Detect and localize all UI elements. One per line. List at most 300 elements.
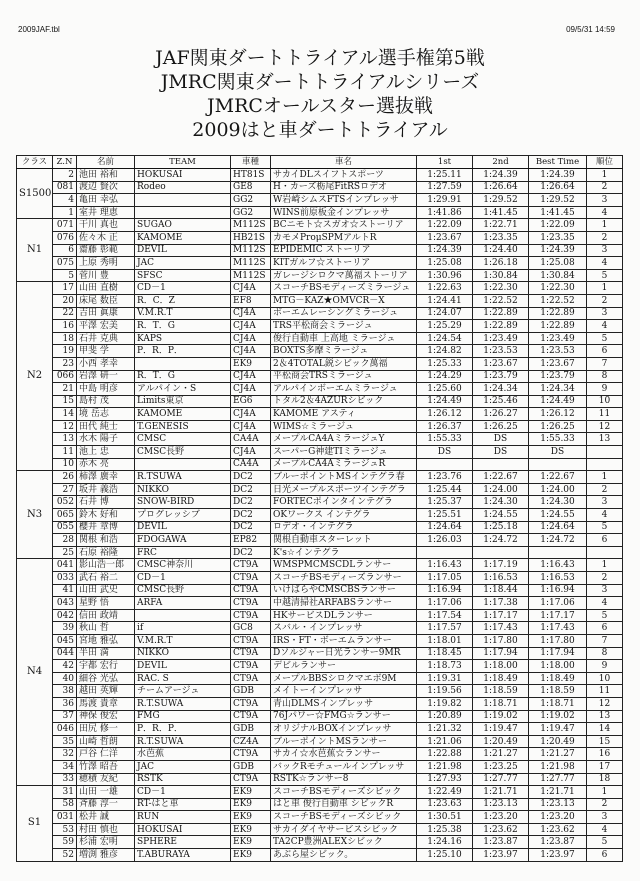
first-run-time-cell: 1:22.09 xyxy=(417,219,473,232)
first-run-time-cell: 1:17.06 xyxy=(417,597,473,610)
zone-number-cell: 065 xyxy=(53,509,77,522)
first-run-time-cell: DS xyxy=(417,446,473,459)
column-header-name: 名前 xyxy=(77,156,135,169)
car-name-cell: スコーチBSモディーズランサー xyxy=(271,572,417,585)
zone-number-cell: 6 xyxy=(53,244,77,257)
driver-name-cell: 馬渡 貴章 xyxy=(77,697,135,710)
best-time-cell: 1:24.00 xyxy=(529,483,587,496)
car-model-cell: DC2 xyxy=(231,471,271,484)
driver-name-cell: 齋藤 彰範 xyxy=(77,244,135,257)
zone-number-cell: 32 xyxy=(53,748,77,761)
car-model-cell: CT9A xyxy=(231,634,271,647)
car-name-cell: デビルランサー xyxy=(271,660,417,673)
zone-number-cell: 37 xyxy=(53,710,77,723)
file-name-label: 2009JAF.tbl xyxy=(18,25,60,34)
car-model-cell: CJ4A xyxy=(231,345,271,358)
best-time-cell: 1:23.13 xyxy=(529,798,587,811)
car-model-cell: GE8 xyxy=(231,181,271,194)
car-name-cell: Dソルジャー日光ランサー9MR xyxy=(271,647,417,660)
team-cell: R.TSUWA xyxy=(135,471,231,484)
car-name-cell: スーパーG神建TIミラージュ xyxy=(271,446,417,459)
rank-cell: 1 xyxy=(587,282,623,295)
best-time-cell: 1:23.79 xyxy=(529,370,587,383)
table-row xyxy=(17,509,623,522)
second-run-time-cell: 1:23.13 xyxy=(473,798,529,811)
table-row xyxy=(17,748,623,761)
zone-number-cell: 23 xyxy=(53,357,77,370)
first-run-time-cell: 1:25.51 xyxy=(417,509,473,522)
car-name-cell: オリジナルBOXインプレッサ xyxy=(271,723,417,736)
driver-name-cell: 甲斐 学 xyxy=(77,345,135,358)
table-row xyxy=(17,760,623,773)
table-row xyxy=(17,660,623,673)
second-run-time-cell: 1:17.19 xyxy=(473,559,529,572)
zone-number-cell: 41 xyxy=(53,584,77,597)
car-model-cell: CA4A xyxy=(231,458,271,471)
zone-number-cell: 18 xyxy=(53,332,77,345)
team-cell: FMG xyxy=(135,710,231,723)
car-name-cell: ボーエムレーシングミラージュ xyxy=(271,307,417,320)
car-name-cell: 俊行自動車 上高地 ミラージュ xyxy=(271,332,417,345)
second-run-time-cell: 1:17.38 xyxy=(473,597,529,610)
best-time-cell: 1:29.52 xyxy=(529,194,587,207)
best-time-cell: 1:26.64 xyxy=(529,181,587,194)
team-cell: CD－1 xyxy=(135,786,231,799)
second-run-time-cell: 1:22.89 xyxy=(473,320,529,333)
car-name-cell: ブルーポイントMSインテグラ春 xyxy=(271,471,417,484)
table-row xyxy=(17,786,623,799)
car-model-cell: M112S xyxy=(231,219,271,232)
zone-number-cell: 045 xyxy=(53,634,77,647)
table-row xyxy=(17,534,623,547)
driver-name-cell: 松井 誠 xyxy=(77,811,135,824)
car-model-cell: EK9 xyxy=(231,798,271,811)
car-model-cell: EK9 xyxy=(231,786,271,799)
rank-cell: 9 xyxy=(587,383,623,396)
driver-name-cell: 穂積 友紀 xyxy=(77,773,135,786)
second-run-time-cell: 1:17.17 xyxy=(473,609,529,622)
driver-name-cell: 佐々木 正 xyxy=(77,231,135,244)
table-row xyxy=(17,446,623,459)
team-cell: CMSC長野 xyxy=(135,584,231,597)
first-run-time-cell: 1:26.37 xyxy=(417,420,473,433)
zone-number-cell: 042 xyxy=(53,609,77,622)
zone-number-cell: 11 xyxy=(53,446,77,459)
team-cell: SPHERE xyxy=(135,836,231,849)
table-row xyxy=(17,622,623,635)
rank-cell: 13 xyxy=(587,433,623,446)
table-row xyxy=(17,672,623,685)
car-model-cell: CA4A xyxy=(231,433,271,446)
car-model-cell: EK9 xyxy=(231,849,271,862)
title-line-1: JAF関東ダートトライアル選手権第5戦 xyxy=(155,47,485,69)
table-row xyxy=(17,647,623,660)
second-run-time-cell: DS xyxy=(473,446,529,459)
table-row xyxy=(17,723,623,736)
best-time-cell: 1:16.94 xyxy=(529,584,587,597)
car-name-cell: 関根自動車スターレット xyxy=(271,534,417,547)
driver-name-cell: 石原 裕隆 xyxy=(77,546,135,559)
table-row xyxy=(17,685,623,698)
car-model-cell: M112S xyxy=(231,257,271,270)
second-run-time-cell: 1:23.67 xyxy=(473,357,529,370)
car-name-cell: カモメProμSPMアルトR xyxy=(271,231,417,244)
title-line-2: JMRC関東ダートトライアルシリーズ xyxy=(160,71,480,93)
class-cell: S1 xyxy=(17,786,53,862)
team-cell: プログレッシブ xyxy=(135,509,231,522)
second-run-time-cell: 1:24.39 xyxy=(473,169,529,182)
zone-number-cell: 27 xyxy=(53,483,77,496)
zone-number-cell: 26 xyxy=(53,471,77,484)
table-row xyxy=(17,206,623,219)
best-time-cell: 1:24.55 xyxy=(529,509,587,522)
table-row xyxy=(17,282,623,295)
team-cell: P．R．P． xyxy=(135,723,231,736)
car-name-cell: HKサービスDLランサー xyxy=(271,609,417,622)
second-run-time-cell: 1:23.97 xyxy=(473,849,529,862)
rank-cell: 3 xyxy=(587,584,623,597)
best-time-cell: 1:24.39 xyxy=(529,244,587,257)
team-cell: R.T.SUWA xyxy=(135,697,231,710)
car-name-cell: MTG－KAZ★OMVCR－X xyxy=(271,294,417,307)
best-time-cell: 1:26.25 xyxy=(529,420,587,433)
rank-cell: 8 xyxy=(587,370,623,383)
driver-name-cell: 信田 政靖 xyxy=(77,609,135,622)
table-row xyxy=(17,710,623,723)
rank-cell: 15 xyxy=(587,735,623,748)
team-cell: CMSC長野 xyxy=(135,446,231,459)
rank-cell: 16 xyxy=(587,748,623,761)
car-model-cell: CT9A xyxy=(231,773,271,786)
rank-cell xyxy=(587,458,623,471)
team-cell: R．T．G xyxy=(135,370,231,383)
car-name-cell: 76Jパワー☆FMG☆ランサー xyxy=(271,710,417,723)
rank-cell: 5 xyxy=(587,269,623,282)
zone-number-cell: 40 xyxy=(53,672,77,685)
car-name-cell: H・カーズ栃尾FitRSロデオ xyxy=(271,181,417,194)
team-cell: CD－1 xyxy=(135,282,231,295)
car-name-cell: ガレージシロクマ萬福ストーリア xyxy=(271,269,417,282)
car-name-cell: WIMS☆ミラージュ xyxy=(271,420,417,433)
team-cell: V.M.R.T xyxy=(135,634,231,647)
second-run-time-cell xyxy=(473,458,529,471)
driver-name-cell: 坂井 義浩 xyxy=(77,483,135,496)
zone-number-cell: 031 xyxy=(53,811,77,824)
car-name-cell: スバル・インプレッサ xyxy=(271,622,417,635)
best-time-cell: 1:22.89 xyxy=(529,320,587,333)
best-time-cell: 1:20.49 xyxy=(529,735,587,748)
car-name-cell: トタル2＆4AZURシビック xyxy=(271,395,417,408)
best-time-cell: 1:26.12 xyxy=(529,408,587,421)
zone-number-cell: 2 xyxy=(53,169,77,182)
rank-cell: 2 xyxy=(587,572,623,585)
team-cell xyxy=(135,206,231,219)
car-name-cell: FORTECポインタインテグラ xyxy=(271,496,417,509)
results-body xyxy=(17,169,623,862)
rank-cell: 5 xyxy=(587,609,623,622)
best-time-cell: 1:16.43 xyxy=(529,559,587,572)
document-title-block xyxy=(0,46,640,142)
second-run-time-cell: DS xyxy=(473,433,529,446)
first-run-time-cell: 1:21.06 xyxy=(417,735,473,748)
car-model-cell: DC2 xyxy=(231,496,271,509)
class-cell: S1500 xyxy=(17,169,53,219)
best-time-cell: 1:23.87 xyxy=(529,836,587,849)
second-run-time-cell: 1:26.64 xyxy=(473,181,529,194)
rank-cell: 2 xyxy=(587,181,623,194)
second-run-time-cell: 1:30.84 xyxy=(473,269,529,282)
first-run-time-cell: 1:24.54 xyxy=(417,332,473,345)
best-time-cell: 1:24.72 xyxy=(529,534,587,547)
second-run-time-cell: 1:23.87 xyxy=(473,836,529,849)
table-row xyxy=(17,433,623,446)
best-time-cell: 1:23.97 xyxy=(529,849,587,862)
zone-number-cell: 052 xyxy=(53,496,77,509)
zone-number-cell: 055 xyxy=(53,521,77,534)
first-run-time-cell: 1:23.67 xyxy=(417,231,473,244)
rank-cell: 2 xyxy=(587,483,623,496)
table-row xyxy=(17,345,623,358)
rank-cell: 8 xyxy=(587,647,623,660)
first-run-time-cell: 1:18.73 xyxy=(417,660,473,673)
car-model-cell: CT9A xyxy=(231,672,271,685)
best-time-cell: 1:16.53 xyxy=(529,572,587,585)
first-run-time-cell: 1:17.05 xyxy=(417,572,473,585)
car-name-cell: メープルCA4AミラージュY xyxy=(271,433,417,446)
best-time-cell: 1:23.62 xyxy=(529,823,587,836)
second-run-time-cell: 1:23.79 xyxy=(473,370,529,383)
driver-name-cell: 平澤 宏美 xyxy=(77,320,135,333)
table-row xyxy=(17,735,623,748)
team-cell: KAMOME xyxy=(135,408,231,421)
zone-number-cell: 35 xyxy=(53,735,77,748)
rank-cell xyxy=(587,546,623,559)
zone-number-cell: 076 xyxy=(53,231,77,244)
best-time-cell: 1:27.77 xyxy=(529,773,587,786)
driver-name-cell: 菅川 豊 xyxy=(77,269,135,282)
title-line-3: JMRCオールスター選抜戦 xyxy=(207,95,433,117)
rank-cell: 10 xyxy=(587,395,623,408)
first-run-time-cell: 1:23.76 xyxy=(417,471,473,484)
second-run-time-cell: 1:27.77 xyxy=(473,773,529,786)
first-run-time-cell xyxy=(417,458,473,471)
column-header-second-run: 2nd xyxy=(473,156,529,169)
car-name-cell: アルパインボーエムミラージュ xyxy=(271,383,417,396)
table-row xyxy=(17,383,623,396)
rank-cell: 12 xyxy=(587,697,623,710)
best-time-cell: 1:18.00 xyxy=(529,660,587,673)
best-time-cell: 1:17.94 xyxy=(529,647,587,660)
car-model-cell: CJ4A xyxy=(231,383,271,396)
best-time-cell: 1:17.80 xyxy=(529,634,587,647)
team-cell: V.M.R.T xyxy=(135,307,231,320)
car-name-cell: W岩崎シムスFTSインプレッサ xyxy=(271,194,417,207)
table-row xyxy=(17,471,623,484)
team-cell: if xyxy=(135,622,231,635)
rank-cell: 7 xyxy=(587,357,623,370)
team-cell: RT-はと車 xyxy=(135,798,231,811)
team-cell: R．T．G xyxy=(135,320,231,333)
zone-number-cell: 044 xyxy=(53,647,77,660)
driver-name-cell: 上原 秀明 xyxy=(77,257,135,270)
second-run-time-cell: 1:24.40 xyxy=(473,244,529,257)
car-model-cell: GDB xyxy=(231,723,271,736)
table-row xyxy=(17,546,623,559)
first-run-time-cell: 1:26.12 xyxy=(417,408,473,421)
rank-cell: 4 xyxy=(587,597,623,610)
car-model-cell: GDB xyxy=(231,685,271,698)
driver-name-cell: 石井 克典 xyxy=(77,332,135,345)
first-run-time-cell: 1:24.07 xyxy=(417,307,473,320)
car-model-cell: EK9 xyxy=(231,811,271,824)
driver-name-cell: 水木 陽子 xyxy=(77,433,135,446)
car-model-cell: CJ4A xyxy=(231,370,271,383)
rank-cell: 1 xyxy=(587,786,623,799)
best-time-cell: 1:22.09 xyxy=(529,219,587,232)
team-cell: ARFA xyxy=(135,597,231,610)
driver-name-cell: 中島 明彦 xyxy=(77,383,135,396)
car-name-cell: WINS前原板金インプレッサ xyxy=(271,206,417,219)
zone-number-cell: 39 xyxy=(53,622,77,635)
table-row xyxy=(17,332,623,345)
car-name-cell: KITガルフ☆ストーリア xyxy=(271,257,417,270)
car-name-cell: スコーチBSモディーズシビック xyxy=(271,811,417,824)
rank-cell: 13 xyxy=(587,710,623,723)
zone-number-cell: 19 xyxy=(53,345,77,358)
zone-number-cell: 5 xyxy=(53,269,77,282)
rank-cell: 2 xyxy=(587,294,623,307)
best-time-cell: 1:24.30 xyxy=(529,496,587,509)
zone-number-cell: 12 xyxy=(53,420,77,433)
zone-number-cell: 20 xyxy=(53,294,77,307)
title-line-4: 2009はと車ダートトライアル xyxy=(192,119,448,141)
car-model-cell: EP82 xyxy=(231,534,271,547)
car-model-cell: CJ4A xyxy=(231,420,271,433)
team-cell: Limits東京 xyxy=(135,395,231,408)
second-run-time-cell: 1:17.94 xyxy=(473,647,529,660)
first-run-time-cell: 1:24.49 xyxy=(417,395,473,408)
zone-number-cell: 42 xyxy=(53,660,77,673)
table-row xyxy=(17,420,623,433)
best-time-cell: 1:18.71 xyxy=(529,697,587,710)
column-header-first-run: 1st xyxy=(417,156,473,169)
team-cell: DEVIL xyxy=(135,244,231,257)
column-header-rank: 順位 xyxy=(587,156,623,169)
zone-number-cell: 28 xyxy=(53,534,77,547)
best-time-cell: 1:19.47 xyxy=(529,723,587,736)
car-name-cell: ブルーポイントMSランサー xyxy=(271,735,417,748)
zone-number-cell: 043 xyxy=(53,597,77,610)
team-cell: Rodeo xyxy=(135,181,231,194)
zone-number-cell: 58 xyxy=(53,798,77,811)
first-run-time-cell: 1:24.41 xyxy=(417,294,473,307)
car-model-cell: M112S xyxy=(231,244,271,257)
second-run-time-cell: 1:17.80 xyxy=(473,634,529,647)
car-name-cell: TA2CP豊洲ALEXシビック xyxy=(271,836,417,849)
first-run-time-cell: 1:25.29 xyxy=(417,320,473,333)
car-name-cell: OKワークス インテグラ xyxy=(271,509,417,522)
zone-number-cell: 22 xyxy=(53,307,77,320)
rank-cell: 3 xyxy=(587,244,623,257)
driver-name-cell: 秋山 哲 xyxy=(77,622,135,635)
second-run-time-cell: 1:18.59 xyxy=(473,685,529,698)
best-time-cell: 1:23.53 xyxy=(529,345,587,358)
car-model-cell: EF8 xyxy=(231,294,271,307)
team-cell: KAMOME xyxy=(135,231,231,244)
car-name-cell: あぶら屋シビック。 xyxy=(271,849,417,862)
table-row xyxy=(17,219,623,232)
first-run-time-cell: 1:24.16 xyxy=(417,836,473,849)
table-row xyxy=(17,521,623,534)
driver-name-cell: 武石 裕二 xyxy=(77,572,135,585)
first-run-time-cell: 1:20.89 xyxy=(417,710,473,723)
car-model-cell: CT9A xyxy=(231,748,271,761)
driver-name-cell: 半田 満 xyxy=(77,647,135,660)
zone-number-cell: 081 xyxy=(53,181,77,194)
first-run-time-cell: 1:24.82 xyxy=(417,345,473,358)
best-time-cell: 1:24.34 xyxy=(529,383,587,396)
rank-cell: 6 xyxy=(587,622,623,635)
team-cell: RUN xyxy=(135,811,231,824)
second-run-time-cell: 1:18.00 xyxy=(473,660,529,673)
second-run-time-cell: 1:23.20 xyxy=(473,811,529,824)
team-cell: SFSC xyxy=(135,269,231,282)
driver-name-cell: 山田 武史 xyxy=(77,584,135,597)
team-cell: アルパイン・S xyxy=(135,383,231,396)
team-cell: HOKUSAI xyxy=(135,169,231,182)
zone-number-cell: 25 xyxy=(53,546,77,559)
zone-number-cell: 36 xyxy=(53,697,77,710)
table-row xyxy=(17,294,623,307)
team-cell: R．C．Z xyxy=(135,294,231,307)
class-cell: N4 xyxy=(17,559,53,786)
table-row xyxy=(17,357,623,370)
team-cell: DEVIL xyxy=(135,660,231,673)
driver-name-cell: 吉田 眞康 xyxy=(77,307,135,320)
team-cell xyxy=(135,458,231,471)
best-time-cell: 1:30.84 xyxy=(529,269,587,282)
second-run-time-cell: 1:25.18 xyxy=(473,521,529,534)
second-run-time-cell: 1:26.25 xyxy=(473,420,529,433)
team-cell: JAC xyxy=(135,257,231,270)
car-name-cell: K's☆インテグラ xyxy=(271,546,417,559)
first-run-time-cell: 1:18.01 xyxy=(417,634,473,647)
table-row xyxy=(17,483,623,496)
second-run-time-cell: 1:24.72 xyxy=(473,534,529,547)
first-run-time-cell: 1:24.64 xyxy=(417,521,473,534)
first-run-time-cell: 1:25.11 xyxy=(417,169,473,182)
rank-cell: 6 xyxy=(587,345,623,358)
first-run-time-cell: 1:25.60 xyxy=(417,383,473,396)
results-table xyxy=(16,155,623,862)
class-cell: N3 xyxy=(17,471,53,559)
team-cell: NIKKO xyxy=(135,483,231,496)
second-run-time-cell: 1:16.53 xyxy=(473,572,529,585)
second-run-time-cell: 1:18.71 xyxy=(473,697,529,710)
first-run-time-cell: 1:30.96 xyxy=(417,269,473,282)
car-model-cell: CT9A xyxy=(231,710,271,723)
car-name-cell: BCニモト☆スガオ☆ストーリア xyxy=(271,219,417,232)
best-time-cell: 1:24.49 xyxy=(529,395,587,408)
zone-number-cell: 53 xyxy=(53,823,77,836)
best-time-cell: 1:21.27 xyxy=(529,748,587,761)
rank-cell: 18 xyxy=(587,773,623,786)
car-name-cell: IRS・FT・ボーエムランサー xyxy=(271,634,417,647)
table-header-row xyxy=(17,156,623,169)
best-time-cell: 1:23.35 xyxy=(529,231,587,244)
driver-name-cell: 柿澤 廣幸 xyxy=(77,471,135,484)
best-time-cell xyxy=(529,546,587,559)
